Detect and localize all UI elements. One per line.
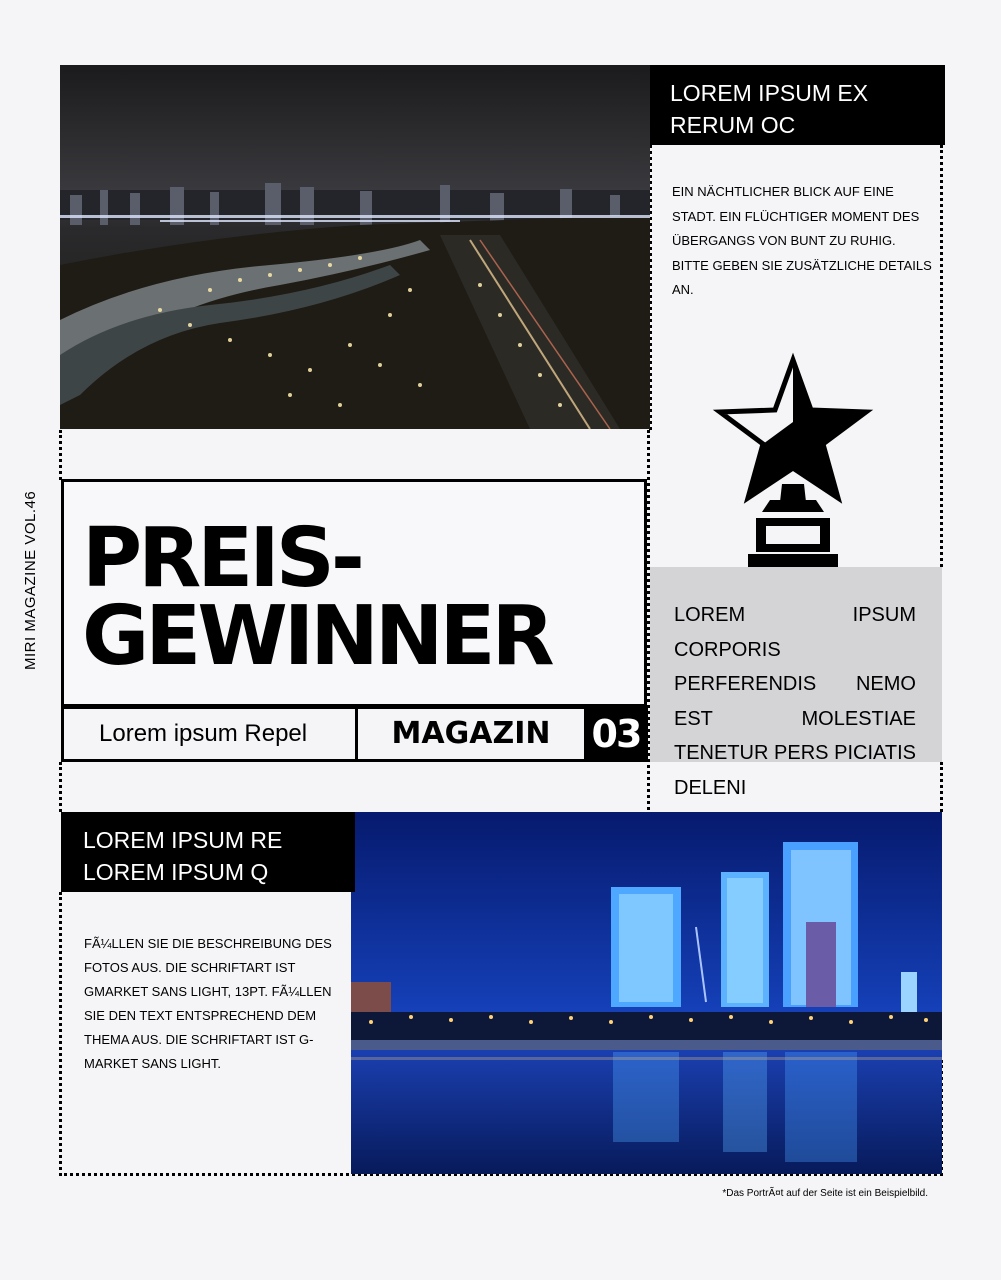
vertical-magazine-label: MIRI MAGAZINE VOL.46	[22, 490, 39, 670]
dotted-guide-left-upper	[59, 430, 62, 480]
dotted-guide-right	[940, 145, 943, 567]
gray-panel-text: LOREM IPSUM CORPORIS PERFERENDIS NEMO EST MOLESTIAE TENETUR PERS PICIATIS DELENI	[674, 604, 916, 799]
dotted-guide-right-lower	[940, 762, 943, 812]
top-section-heading	[650, 65, 945, 145]
bottom-heading-line1: LOREM IPSUM RE	[83, 827, 283, 853]
bottom-section-heading	[61, 812, 355, 892]
photo-night-city-park	[60, 65, 650, 429]
top-heading-line1: LOREM IPSUM EX	[670, 80, 869, 106]
footnote: *Das PortrÃ¤t auf der Seite ist ein Beispielbild.	[722, 1188, 928, 1199]
dotted-guide-left-lower	[59, 762, 62, 812]
headline-line1: PREIS-	[82, 511, 361, 606]
bottom-section-description: FÃ¼LLEN SIE DIE BESCHREIBUNG DES FOTOS AUS. DIE SCHRIFTART IST GMARKET SANS LIGHT, 13PT. FÃ¼LLEN SIE DEN TEXT ENTSPRECHEND DEM THEMA AUS. DIE SCHRIFTART IST G-MARKET SANS LIGHT.	[84, 936, 332, 1071]
dotted-guide-left-bottom	[59, 892, 62, 1176]
headline-title	[82, 511, 551, 684]
top-heading-line2: RERUM OC	[670, 112, 796, 138]
star-trophy-icon	[712, 352, 874, 574]
headline-line2: GEWINNER	[82, 589, 551, 684]
issue-number: 03	[584, 706, 648, 762]
bottom-heading-line2: LOREM IPSUM Q	[83, 859, 269, 885]
subtitle-magazine: MAGAZIN	[391, 716, 551, 751]
subtitle-left: Lorem ipsum Repel	[61, 706, 358, 762]
top-section-description: EIN NÄCHTLICHER BLICK AUF EINE STADT. EIN FLÜCHTIGER MOMENT DES ÜBERGANGS VON BUNT ZU RUHIG. BITTE GEBEN SIE ZUSÄTZLICHE DETAILS AN.	[672, 184, 932, 297]
photo-blue-skyline-river	[351, 812, 942, 1174]
